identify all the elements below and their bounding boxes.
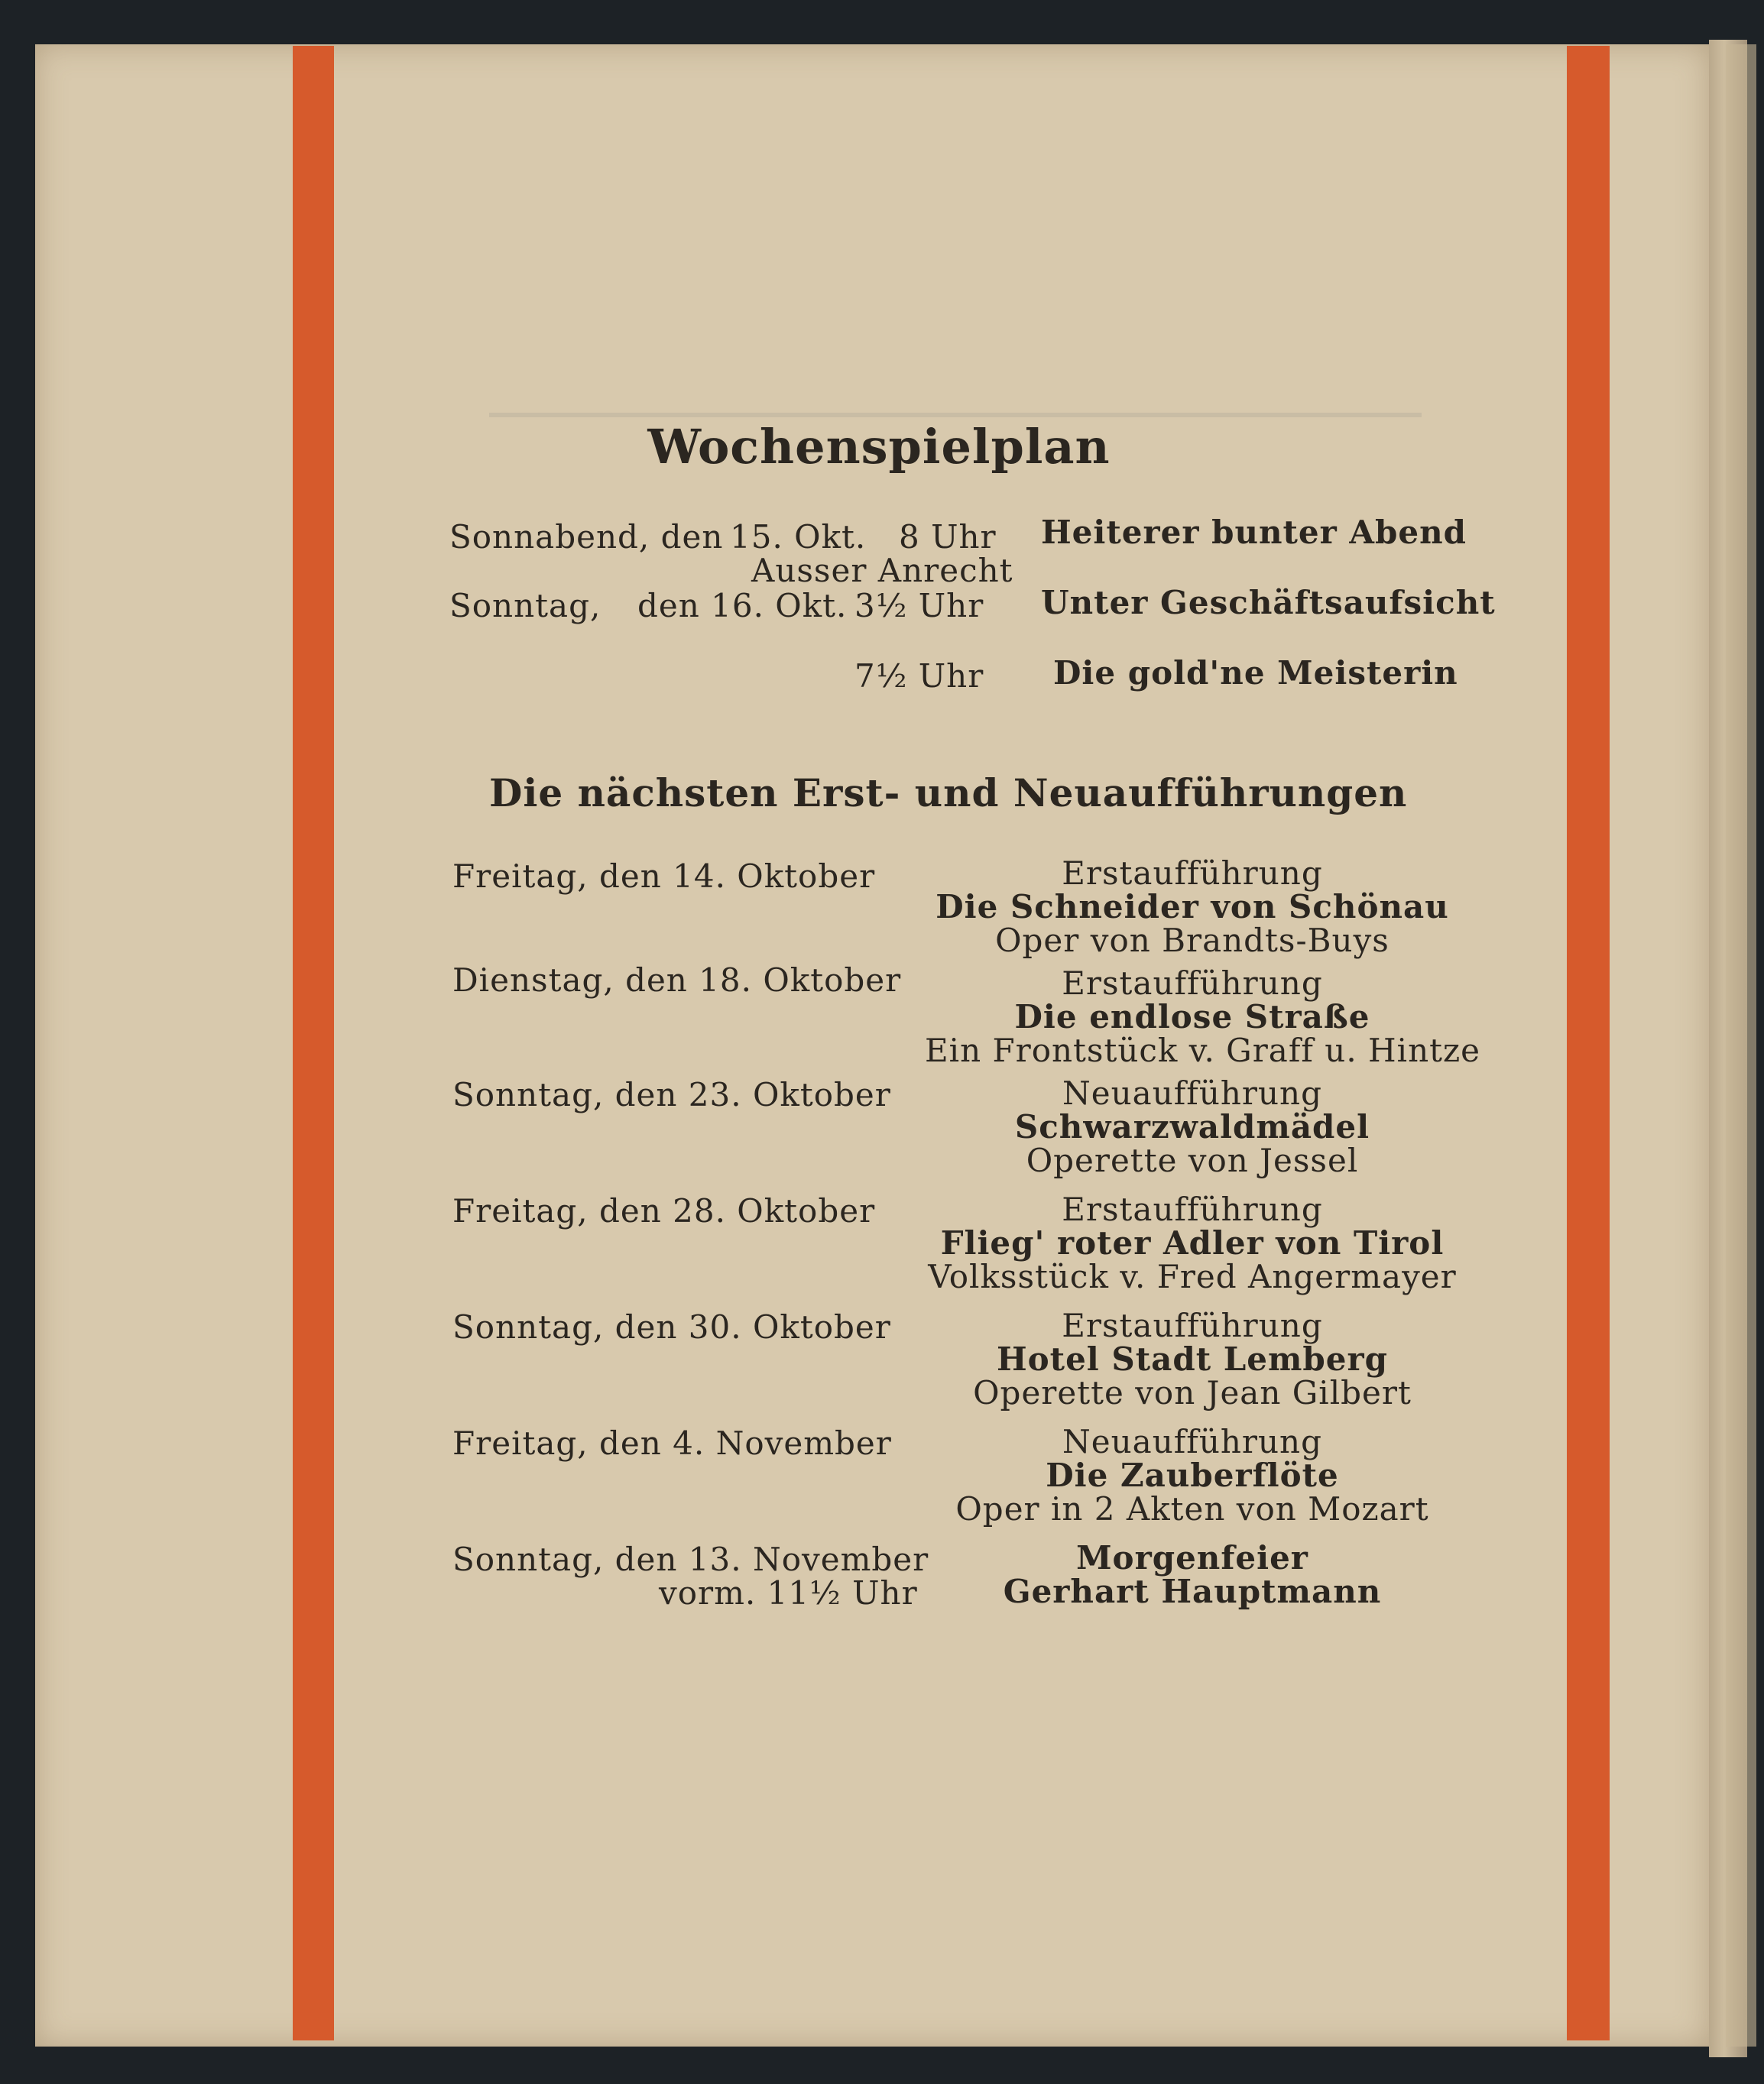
upcoming-date: Freitag, den 14. Oktober [452,857,876,895]
upcoming-date: Sonntag, den 30. Oktober [452,1308,891,1346]
upcoming-subtitle: Ein Frontstück v. Graff u. Hintze [925,1032,1481,1069]
show-through-decoration [489,336,1422,417]
weekly-date: 15. Okt. [730,518,867,556]
weekly-show-title: Unter Geschäftsaufsicht [1041,584,1496,621]
weekly-day: Sonnabend, den [449,518,724,556]
upcoming-show-title: Flieg' roter Adler von Tirol [940,1224,1445,1262]
upcoming-show-title: Schwarzwaldmädel [1014,1108,1370,1146]
weekly-time: 7½ Uhr [854,657,984,695]
weekly-show-title: Die gold'ne Meisterin [1053,654,1458,692]
weekly-time: 3½ Uhr [854,587,984,624]
upcoming-date: Sonntag, den 23. Oktober [452,1076,891,1113]
upcoming-title: Die nächsten Erst- und Neuaufführungen [489,770,1408,815]
upcoming-date: Freitag, den 4. November [452,1424,892,1462]
left-orange-stripe [293,46,334,2040]
upcoming-kind: Erstaufführung [1062,1307,1323,1344]
upcoming-kind: Erstaufführung [1062,854,1323,892]
upcoming-subtitle: Oper in 2 Akten von Mozart [955,1490,1429,1528]
upcoming-subtitle: Operette von Jean Gilbert [973,1374,1412,1411]
upcoming-kind: Erstaufführung [1062,1191,1323,1228]
upcoming-kind: Erstaufführung [1062,964,1323,1002]
upcoming-subtitle: Volksstück v. Fred Angermayer [928,1258,1457,1295]
weekly-day: Sonntag, [449,587,602,624]
upcoming-time: vorm. 11½ Uhr [659,1574,918,1612]
upcoming-show-title: Die endlose Straße [1014,998,1370,1036]
upcoming-date: Dienstag, den 18. Oktober [452,961,902,999]
upcoming-date: Sonntag, den 13. November [452,1541,929,1578]
upcoming-subtitle: Operette von Jessel [1026,1142,1359,1179]
upcoming-show-title: Die Zauberflöte [1046,1457,1339,1494]
upcoming-date: Freitag, den 28. Oktober [452,1192,876,1230]
upcoming-kind: Morgenfeier [1076,1539,1308,1577]
right-orange-stripe [1567,46,1610,2040]
upcoming-show-title: Die Schneider von Schönau [936,888,1449,925]
weekly-time: 8 Uhr [899,518,997,556]
upcoming-show-title: Hotel Stadt Lemberg [996,1340,1388,1378]
upcoming-kind: Neuaufführung [1062,1423,1322,1460]
weekly-date: den 16. Okt. [637,587,848,624]
upcoming-show-title: Gerhart Hauptmann [1003,1573,1382,1610]
upcoming-kind: Neuaufführung [1062,1074,1322,1112]
upcoming-subtitle: Oper von Brandts-Buys [995,922,1389,959]
weekly-note: Ausser Anrecht [751,552,1013,589]
page-fold-shadow [1726,44,1756,2047]
weekly-title: Wochenspielplan [647,419,1111,475]
weekly-show-title: Heiterer bunter Abend [1041,514,1467,551]
